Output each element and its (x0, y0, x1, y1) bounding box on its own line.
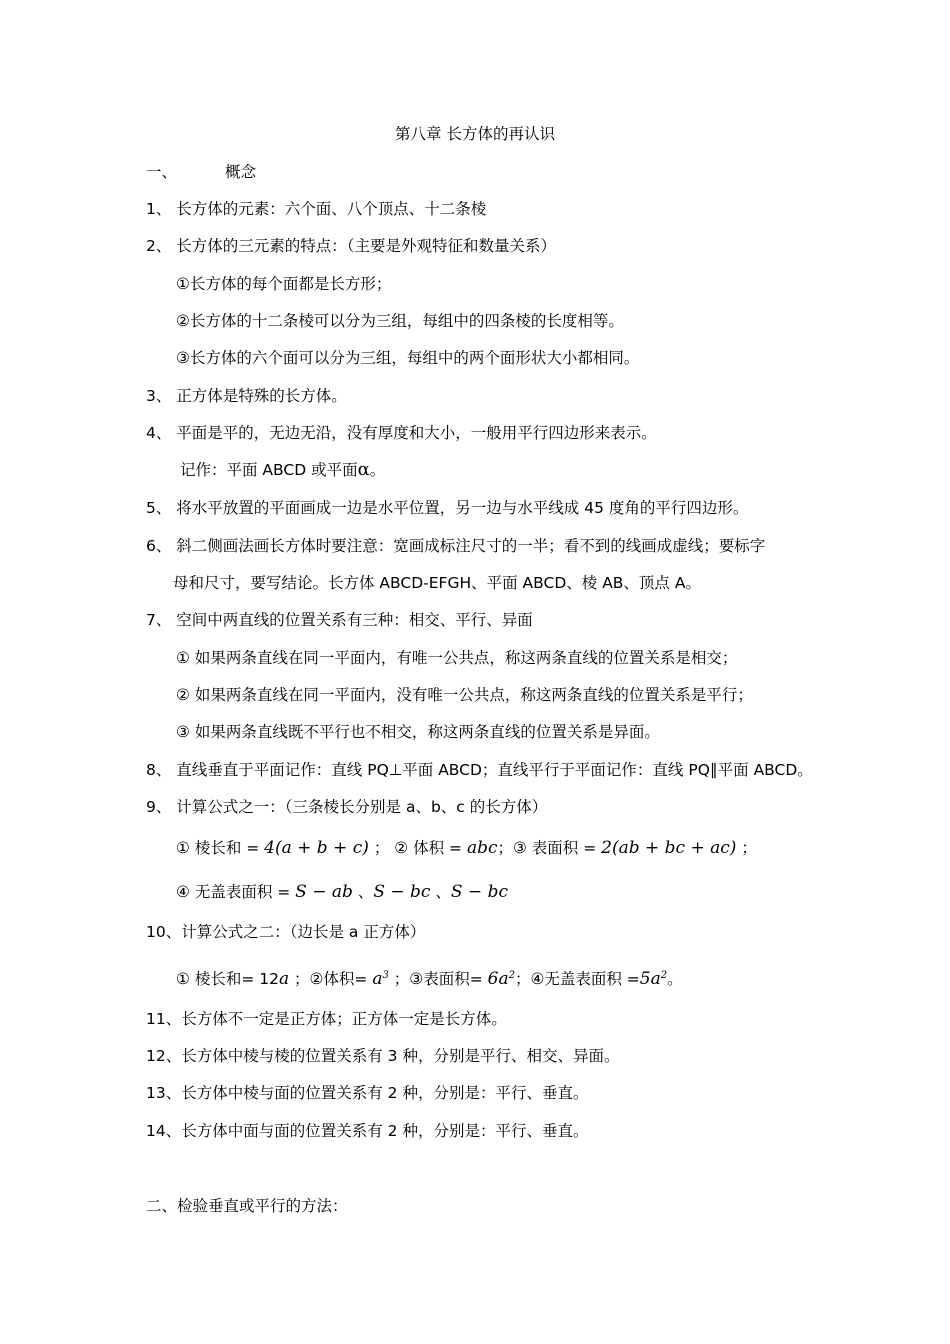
formula-text: ④ 无盖表面积 = (176, 883, 296, 901)
open-area-formula-1: S − ab (295, 882, 353, 902)
item-9-formulas-2 (176, 882, 508, 902)
alpha-symbol: α (357, 459, 370, 480)
open-area-formula-3: S − bc (450, 882, 508, 902)
formula-text: ；④无盖表面积 = (514, 970, 640, 988)
page-title: 第八章 长方体的再认识 (395, 125, 555, 143)
formula-text: ； ② 体积 = (368, 839, 467, 857)
section-1-heading (146, 162, 256, 182)
item-7-sub-3: ③ 如果两条直线既不平行也不相交，称这两条直线的位置关系是异面。 (176, 723, 660, 741)
formula-text: ；③表面积= (388, 970, 488, 988)
item-9: 9、 计算公式之一：（三条棱长分别是 a、b、c 的长方体） (146, 798, 548, 816)
open-area-formula-2: S − bc (373, 882, 431, 902)
item-6-line-2: 母和尺寸，要写结论。长方体 ABCD-EFGH、平面 ABCD、棱 AB、顶点 A。 (173, 574, 701, 592)
cube-area-base: 6a (487, 969, 509, 989)
item-4-notation (180, 460, 385, 480)
item-4-notation-suffix: 。 (369, 461, 386, 479)
formula-text: 。 (667, 970, 683, 988)
formula-text: 、 (430, 883, 451, 901)
formula-text: ① 棱长和= 12 (176, 970, 279, 988)
item-13: 13、长方体中棱与面的位置关系有 2 种，分别是：平行、垂直。 (146, 1084, 589, 1102)
cube-open-area-exponent: 2 (660, 970, 668, 981)
formula-text: 、 (352, 883, 374, 901)
item-2-sub-3: ③长方体的六个面可以分为三组，每组中的两个面形状大小都相同。 (176, 349, 640, 367)
item-14: 14、长方体中面与面的位置关系有 2 种，分别是：平行、垂直。 (146, 1122, 589, 1140)
edge-sum-formula: 4(a + b + c) (264, 838, 369, 858)
cube-edge-var: a (278, 969, 290, 989)
item-2-sub-2: ②长方体的十二条棱可以分为三组，每组中的四条棱的长度相等。 (176, 312, 624, 330)
item-3: 3、 正方体是特殊的长方体。 (146, 387, 347, 405)
item-7-sub-2: ② 如果两条直线在同一平面内，没有唯一公共点，称这两条直线的位置关系是平行； (176, 686, 753, 704)
surface-area-formula: 2(ab + bc + ac) (601, 838, 737, 858)
item-11: 11、长方体不一定是正方体；正方体一定是长方体。 (146, 1010, 507, 1028)
item-5: 5、 将水平放置的平面画成一边是水平位置，另一边与水平线成 45 度角的平行四边形。 (146, 499, 749, 517)
formula-text: ① 棱长和 = (176, 839, 265, 857)
volume-formula: abc (466, 838, 498, 858)
item-12: 12、长方体中棱与棱的位置关系有 3 种，分别是平行、相交、异面。 (146, 1047, 620, 1065)
item-10: 10、计算公式之二：（边长是 a 正方体） (146, 923, 426, 941)
item-4-notation-prefix: 记作：平面 ABCD 或平面 (180, 461, 358, 479)
item-1: 1、 长方体的元素：六个面、八个顶点、十二条棱 (146, 200, 487, 218)
item-6-line-1: 6、 斜二侧画法画长方体时要注意：宽画成标注尺寸的一半；看不到的线画成虚线；要标字 (146, 537, 766, 555)
formula-text: ； (736, 839, 757, 857)
cube-open-area-base: 5a (639, 969, 661, 989)
section-1-number: 一、 (146, 163, 178, 181)
item-2: 2、 长方体的三元素的特点：（主要是外观特征和数量关系） (146, 237, 557, 255)
item-2-sub-1: ①长方体的每个面都是长方形； (176, 275, 392, 293)
section-1-label: 概念 (225, 163, 257, 181)
item-7-sub-1: ① 如果两条直线在同一平面内，有唯一公共点，称这两条直线的位置关系是相交； (176, 649, 738, 667)
item-10-formulas (176, 966, 683, 989)
item-8: 8、 直线垂直于平面记作：直线 PQ⊥平面 ABCD；直线平行于平面记作：直线 PQ∥平面 ABCD。 (146, 761, 813, 779)
cube-volume-exponent: 3 (382, 970, 389, 981)
cube-volume-base: a (372, 969, 383, 989)
item-9-formulas-1 (176, 838, 757, 858)
cube-area-exponent: 2 (508, 970, 515, 981)
section-2-heading: 二、检验垂直或平行的方法： (146, 1197, 348, 1215)
formula-text: ；③ 表面积 = (497, 839, 602, 857)
item-4: 4、 平面是平的，无边无沿，没有厚度和大小，一般用平行四边形来表示。 (146, 424, 657, 442)
item-7: 7、 空间中两直线的位置关系有三种：相交、平行、异面 (146, 611, 533, 629)
formula-text: ；②体积= (289, 970, 373, 988)
